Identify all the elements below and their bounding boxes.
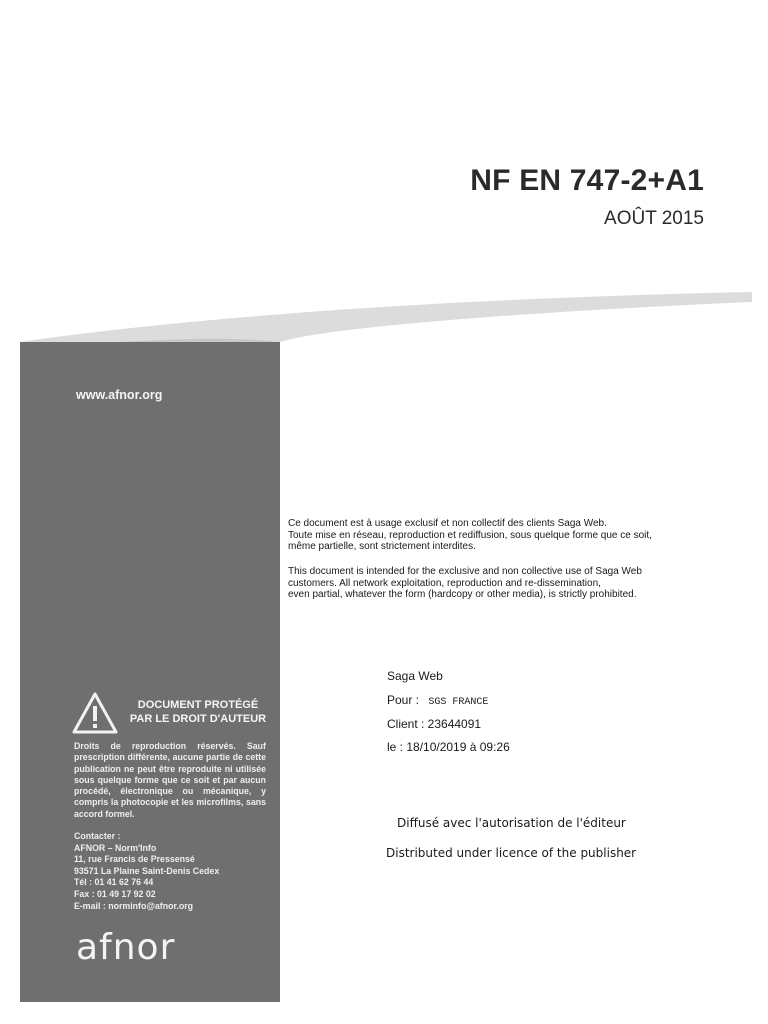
notice-en-line-2: customers. All network exploitation, reproduction and re-dissemination, (288, 577, 601, 589)
saga-date: le : 18/10/2019 à 09:26 (387, 740, 510, 754)
contact-block (74, 831, 274, 912)
contact-label: Contacter : (74, 831, 121, 841)
saga-pour-value: SGS FRANCE (428, 697, 489, 708)
notice-english (288, 566, 718, 601)
protected-line-2: PAR LE DROIT D'AUTEUR (129, 712, 267, 725)
notice-fr-line-1: Ce document est à usage exclusif et non collectif des clients Saga Web. (288, 518, 607, 529)
standard-number: NF EN 747-2+A1 (470, 164, 704, 197)
licence-english: Distributed under licence of the publisher (386, 846, 637, 860)
saga-pour-label: Pour : (387, 693, 420, 707)
copyright-panel (20, 342, 280, 1002)
standard-date: AOÛT 2015 (604, 208, 704, 229)
afnor-url[interactable]: www.afnor.org (76, 388, 163, 402)
contact-street: 11, rue Francis de Pressensé (74, 854, 195, 865)
contact-fax: Fax : 01 49 17 92 02 (74, 888, 156, 899)
warning-triangle-icon (72, 692, 118, 734)
protected-line-1: DOCUMENT PROTÉGÉ (137, 699, 259, 711)
notice-french (288, 518, 718, 553)
notice-en-line-1: This document is intended for the exclusive and non collective use of Saga Web (288, 566, 642, 577)
rights-text: Droits de reproduction réservés. Sauf prescription différente, aucune partie de cette publication ne peut être reproduite ni utilisée sous quelque forme que ce soit et par aucun procédé, électronique ou mécanique, y compris la photocopie et les microfilms, sans accord formel. (74, 741, 266, 819)
saga-client: Client : 23644091 (387, 717, 482, 731)
saga-title: Saga Web (387, 669, 443, 683)
contact-org: AFNOR – Norm'Info (74, 842, 157, 853)
notice-fr-line-3: même partielle, sont strictement interdites. (288, 541, 476, 553)
contact-tel: Tél : 01 41 62 76 44 (74, 877, 154, 888)
notice-en-line-3: even partial, whatever the form (hardcopy or other media), is strictly prohibited. (288, 589, 637, 601)
afnor-logo: afnor (76, 927, 176, 968)
notice-fr-line-2: Toute mise en réseau, reproduction et rediffusion, sous quelque forme que ce soit, (288, 529, 652, 541)
protected-document-heading (124, 699, 272, 726)
licence-french: Diffusé avec l'autorisation de l'éditeur (397, 816, 626, 830)
saga-pour (387, 693, 488, 708)
contact-city: 93571 La Plaine Saint-Denis Cedex (74, 865, 220, 876)
contact-email[interactable]: E-mail : norminfo@afnor.org (74, 900, 194, 911)
